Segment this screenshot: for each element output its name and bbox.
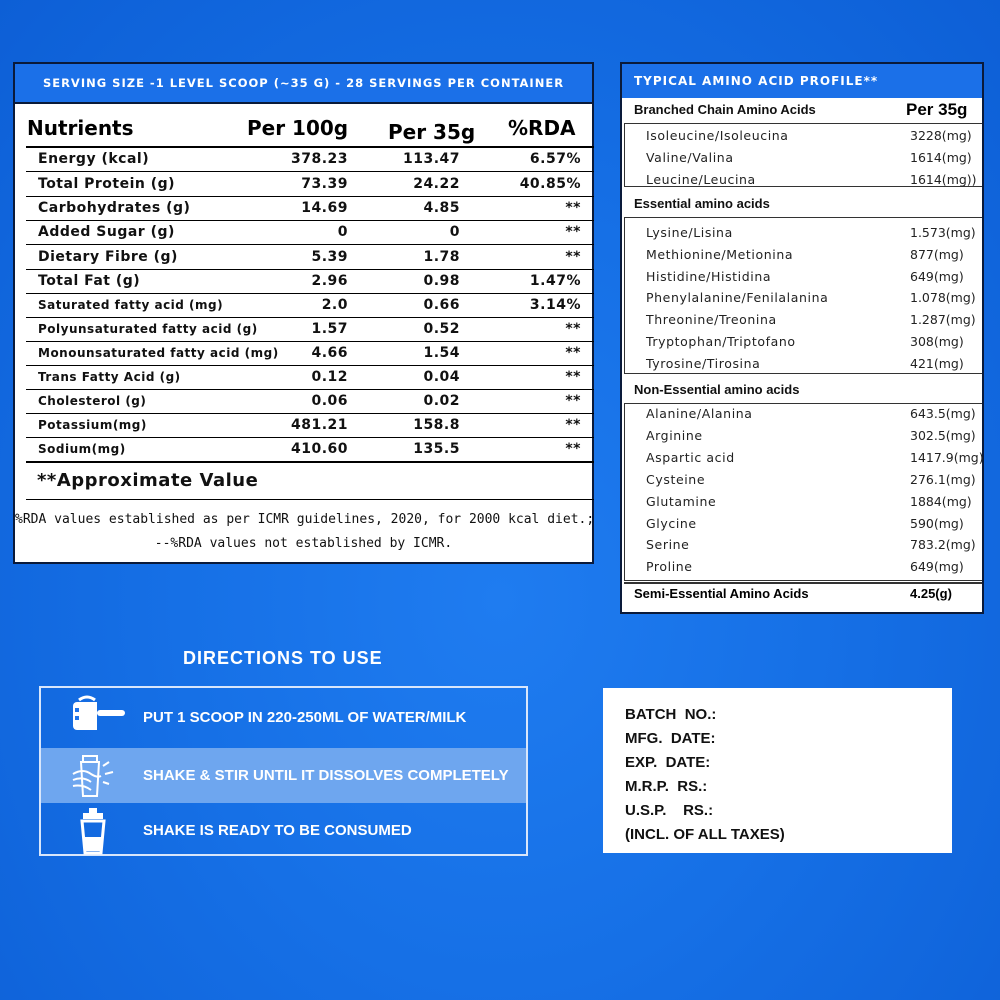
nutrient-row xyxy=(26,220,594,244)
amino-value: 590(mg) xyxy=(910,515,964,531)
amino-name: Tyrosine/Tirosina xyxy=(646,355,761,371)
nutrient-row xyxy=(26,317,594,341)
nutrient-row xyxy=(26,413,594,437)
nutrient-row xyxy=(26,365,594,389)
col-nutrients: Nutrients xyxy=(27,116,134,140)
amino-name: Arginine xyxy=(646,427,703,443)
value-rda: ** xyxy=(565,224,581,240)
value-per35g: 0.52 xyxy=(423,321,460,337)
amino-header: TYPICAL AMINO ACID PROFILE** xyxy=(622,64,982,98)
approx-note: **Approximate Value xyxy=(37,470,259,491)
shaker-bottle-icon xyxy=(69,807,129,855)
value-rda: ** xyxy=(565,441,581,457)
mrp-label: M.R.P. RS.: xyxy=(625,778,708,795)
amino-value: 276.1(mg) xyxy=(910,471,976,487)
amino-row xyxy=(646,556,980,578)
nutrient-name: Energy (kcal) xyxy=(38,151,150,167)
amino-row xyxy=(646,534,980,556)
value-per100g: 5.39 xyxy=(311,249,348,265)
amino-name: Tryptophan/Triptofano xyxy=(646,334,796,349)
value-per100g: 4.66 xyxy=(311,345,348,361)
nutrient-name: Potassium(mg) xyxy=(38,418,147,432)
amino-value: 1614(mg)) xyxy=(910,172,977,187)
step-ready xyxy=(41,803,526,858)
nutrient-name: Monounsaturated fatty acid (mg) xyxy=(38,346,279,360)
value-rda: 6.57% xyxy=(529,151,581,167)
amino-value: 421(mg) xyxy=(910,355,964,371)
step-shake xyxy=(41,748,526,803)
amino-per35-label: Per 35g xyxy=(906,100,968,119)
exp-date-label: EXP. DATE: xyxy=(625,754,711,771)
amino-name: Serine xyxy=(646,537,690,553)
amino-name: Histidine/Histidina xyxy=(646,268,772,284)
amino-value: 308(mg) xyxy=(910,334,964,349)
amino-name: Glutamine xyxy=(646,493,717,509)
value-per100g: 1.57 xyxy=(311,321,348,337)
value-per100g: 0.12 xyxy=(311,369,348,385)
nutrient-name: Total Protein (g) xyxy=(38,176,176,192)
amino-row xyxy=(646,425,980,447)
nutrient-row xyxy=(26,172,594,196)
value-per35g: 0.04 xyxy=(423,369,460,385)
nutrient-row xyxy=(26,147,594,171)
amino-name: Leucine/Leucina xyxy=(646,172,756,187)
value-per100g: 0.06 xyxy=(311,393,348,409)
amino-value: 1.078(mg) xyxy=(910,290,976,306)
value-per100g: 481.21 xyxy=(290,417,348,433)
nutrient-name: Carbohydrates (g) xyxy=(38,200,191,216)
value-per100g: 0 xyxy=(337,224,348,240)
divider xyxy=(26,461,594,463)
value-per35g: 0.02 xyxy=(423,393,460,409)
value-rda: ** xyxy=(565,369,581,385)
value-per35g: 0.66 xyxy=(423,297,460,313)
step-label: SHAKE IS READY TO BE CONSUMED xyxy=(143,822,412,839)
divider xyxy=(624,217,625,373)
amino-name: Lysine/Lisina xyxy=(646,225,733,240)
step-scoop xyxy=(41,688,526,748)
amino-row xyxy=(646,513,980,535)
nutrient-row xyxy=(26,269,594,293)
divider xyxy=(624,217,982,218)
amino-name: Methionine/Metionina xyxy=(646,246,794,262)
value-per35g: 158.8 xyxy=(413,417,460,433)
directions-title: DIRECTIONS TO USE xyxy=(183,648,383,668)
value-rda: 1.47% xyxy=(529,273,581,289)
footnote-line-2: --%RDA values not established by ICMR. xyxy=(154,536,453,551)
step-label: SHAKE & STIR UNTIL IT DISSOLVES COMPLETELY xyxy=(143,767,509,784)
amino-row xyxy=(646,331,980,353)
rda-footnote xyxy=(15,508,595,556)
value-per35g: 0.98 xyxy=(423,273,460,289)
amino-row xyxy=(646,266,980,288)
col-rda: %RDA xyxy=(508,116,576,140)
value-per35g: 4.85 xyxy=(423,200,460,216)
value-per35g: 24.22 xyxy=(413,176,460,192)
nutrient-row xyxy=(26,245,594,269)
amino-value: 649(mg) xyxy=(910,268,964,284)
nutrition-table xyxy=(13,62,594,564)
value-rda: ** xyxy=(565,200,581,216)
divider xyxy=(624,580,982,581)
value-per100g: 410.60 xyxy=(290,441,348,457)
nutrient-row xyxy=(26,437,594,461)
amino-row xyxy=(646,125,980,147)
nutrient-name: Polyunsaturated fatty acid (g) xyxy=(38,322,258,336)
divider xyxy=(624,403,625,580)
amino-name: Aspartic acid xyxy=(646,449,735,465)
value-per100g: 73.39 xyxy=(301,176,348,192)
value-rda: ** xyxy=(565,417,581,433)
amino-section-title: Non-Essential amino acids xyxy=(634,382,800,397)
amino-name: Cysteine xyxy=(646,471,706,487)
value-per100g: 14.69 xyxy=(301,200,348,216)
usp-label: U.S.P. RS.: xyxy=(625,802,714,819)
amino-name: Alanine/Alanina xyxy=(646,406,753,421)
value-rda: 3.14% xyxy=(529,297,581,313)
amino-value: 302.5(mg) xyxy=(910,427,976,443)
amino-value: 877(mg) xyxy=(910,246,964,262)
value-per35g: 135.5 xyxy=(413,441,460,457)
amino-name: Proline xyxy=(646,559,693,575)
nutrient-row xyxy=(26,196,594,220)
amino-row xyxy=(646,403,980,425)
nutrient-name: Saturated fatty acid (mg) xyxy=(38,298,224,312)
nutrient-name: Total Fat (g) xyxy=(38,273,141,289)
value-rda: ** xyxy=(565,345,581,361)
amino-row xyxy=(646,309,980,331)
amino-section-title: Branched Chain Amino Acids xyxy=(634,102,816,117)
batch-no-label: BATCH NO.: xyxy=(625,706,717,723)
nutrient-name: Cholesterol (g) xyxy=(38,394,147,408)
value-per100g: 378.23 xyxy=(290,151,348,167)
amino-row xyxy=(646,491,980,513)
value-per35g: 1.78 xyxy=(423,249,460,265)
amino-row xyxy=(646,287,980,309)
value-per100g: 2.96 xyxy=(311,273,348,289)
divider xyxy=(624,123,982,124)
incl-taxes-label: (INCL. OF ALL TAXES) xyxy=(625,826,785,843)
amino-row xyxy=(646,222,980,244)
nutrient-name: Added Sugar (g) xyxy=(38,224,175,240)
amino-row xyxy=(646,353,980,375)
nutrient-name: Dietary Fibre (g) xyxy=(38,249,178,265)
amino-value: 1.287(mg) xyxy=(910,312,976,328)
value-per35g: 113.47 xyxy=(402,151,460,167)
amino-value: 3228(mg) xyxy=(910,128,972,143)
footnote-line-1: %RDA values established as per ICMR guidelines, 2020, for 2000 kcal diet.; xyxy=(15,512,595,527)
step-label: PUT 1 SCOOP IN 220-250ML OF WATER/MILK xyxy=(143,709,467,726)
amino-name: Threonine/Treonina xyxy=(646,312,777,328)
amino-name: Isoleucine/Isoleucina xyxy=(646,128,789,143)
amino-section-title: Essential amino acids xyxy=(634,196,770,211)
amino-name: Valine/Valina xyxy=(646,150,734,165)
col-per35g: Per 35g xyxy=(388,120,476,144)
amino-name: Phenylalanine/Fenilalanina xyxy=(646,290,829,306)
col-per100g: Per 100g xyxy=(247,116,349,140)
divider xyxy=(624,582,982,584)
value-rda: ** xyxy=(565,393,581,409)
amino-row xyxy=(646,244,980,266)
amino-row xyxy=(646,169,980,191)
value-rda: ** xyxy=(565,249,581,265)
divider xyxy=(624,123,625,186)
amino-value: 649(mg) xyxy=(910,559,964,575)
nutrient-name: Trans Fatty Acid (g) xyxy=(38,370,181,384)
serving-size-header: SERVING SIZE -1 LEVEL SCOOP (~35 G) - 28 SERVINGS PER CONTAINER xyxy=(15,64,592,104)
semi-essential-label: Semi-Essential Amino Acids xyxy=(634,586,809,601)
value-per100g: 2.0 xyxy=(321,297,348,313)
divider xyxy=(26,499,594,500)
shake-hand-icon xyxy=(69,752,129,800)
amino-value: 1.573(mg) xyxy=(910,225,976,240)
scoop-icon xyxy=(69,692,129,740)
nutrient-row xyxy=(26,341,594,365)
value-rda: ** xyxy=(565,321,581,337)
value-per35g: 1.54 xyxy=(423,345,460,361)
value-rda: 40.85% xyxy=(519,176,581,192)
amino-value: 1884(mg) xyxy=(910,493,972,509)
nutrient-name: Sodium(mg) xyxy=(38,442,126,456)
amino-value: 1417.9(mg) xyxy=(910,449,984,465)
directions-panel xyxy=(39,686,528,856)
nutrient-row xyxy=(26,293,594,317)
amino-value: 643.5(mg) xyxy=(910,406,976,421)
amino-value: 783.2(mg) xyxy=(910,537,976,553)
nutrient-row xyxy=(26,389,594,413)
amino-acid-profile xyxy=(620,62,984,614)
value-per35g: 0 xyxy=(449,224,460,240)
mfg-date-label: MFG. DATE: xyxy=(625,730,716,747)
amino-name: Glycine xyxy=(646,515,697,531)
amino-value: 1614(mg) xyxy=(910,150,972,165)
amino-row xyxy=(646,447,984,469)
amino-row xyxy=(646,147,980,169)
semi-essential-value: 4.25(g) xyxy=(910,586,952,601)
amino-row xyxy=(646,469,980,491)
batch-info-box xyxy=(603,688,952,853)
